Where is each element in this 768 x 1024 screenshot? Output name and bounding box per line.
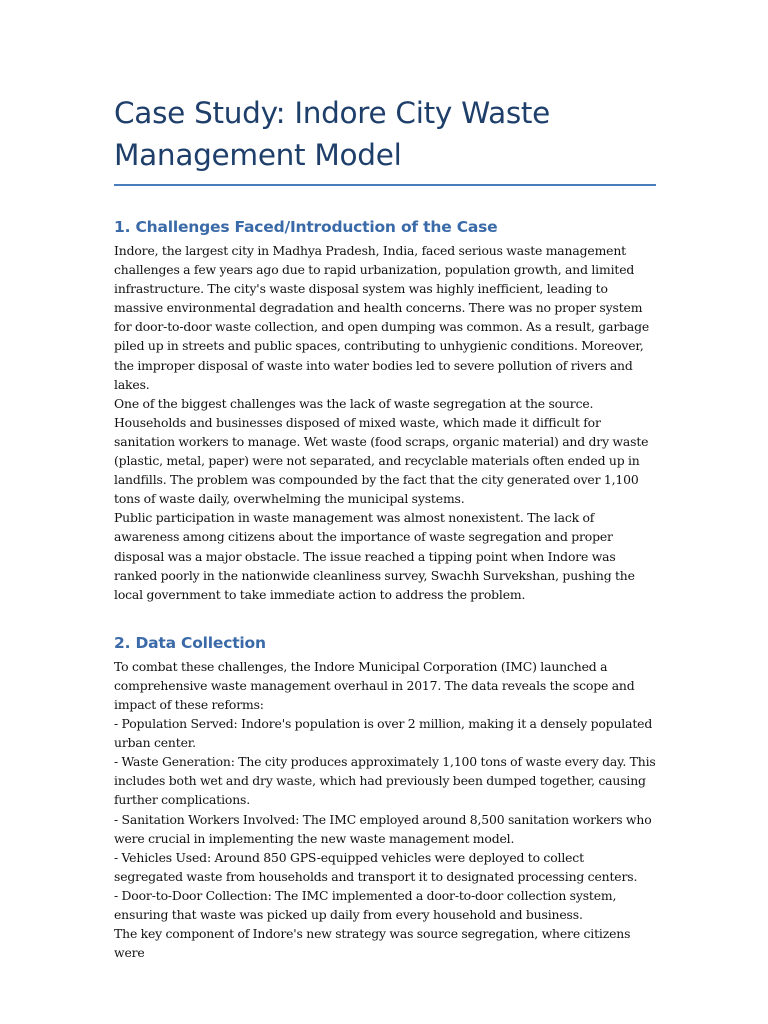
paragraph: Public participation in waste management was almost nonexistent. The lack of awareness among citizens about the importance of waste segregation and proper disposal was a major obstacle. The issue reached a tipping point when Indore was ranked poorly in the nationwide cleanliness survey, Swachh Survekshan, pushing the local government to take immediate action to address the problem. xyxy=(114,510,635,602)
list-item: - Vehicles Used: Around 850 GPS-equipped vehicles were deployed to collect segregated waste from households and transport it to designated processing centers. xyxy=(114,849,638,884)
section-heading-challenges: 1. Challenges Faced/Introduction of the Case xyxy=(114,218,498,236)
section-heading-data-collection: 2. Data Collection xyxy=(114,633,266,652)
list-item: - Waste Generation: The city produces approximately 1,100 tons of waste every day. This includes both wet and dry waste, which had previously been dumped together, causing further complications. xyxy=(114,754,656,808)
paragraph: Indore, the largest city in Madhya Pradesh, India, faced serious waste management challenges a few years ago due to rapid urbanization, population growth, and limited infrastructure. The city's waste disposal system was highly inefficient, leading to massive environmental degradation and health concerns. There was no proper system for door-to-door waste collection, and open dumping was common. As a result, garbage piled up in streets and public spaces, contributing to unhygienic conditions. Moreover, the improper disposal of waste into water bodies led to severe pollution of rivers and lakes. xyxy=(114,243,650,392)
section-body-challenges xyxy=(114,241,656,604)
paragraph: One of the biggest challenges was the lack of waste segregation at the source. Households and businesses disposed of mixed waste, which made it difficult for sanitation workers to manage. Wet waste (food scraps, organic material) and dry waste (plastic, metal, paper) were not separated, and recyclable materials often ended up in landfills. The problem was compounded by the fact that the city generated over 1,100 tons of waste daily, overwhelming the municipal systems. xyxy=(114,395,649,507)
paragraph: The key component of Indore's new strategy was source segregation, where citizens were xyxy=(114,926,631,961)
list-item: - Sanitation Workers Involved: The IMC employed around 8,500 sanitation workers who were crucial in implementing the new waste management model. xyxy=(114,811,652,846)
list-item: - Population Served: Indore's population is over 2 million, making it a densely populated urban center. xyxy=(114,716,653,751)
list-item: - Door-to-Door Collection: The IMC implemented a door-to-door collection system, ensuring that waste was picked up daily from every household and business. xyxy=(114,887,617,922)
document-title: Case Study: Indore City Waste Management Model xyxy=(114,96,551,172)
title-underline xyxy=(114,184,656,186)
paragraph: To combat these challenges, the Indore Municipal Corporation (IMC) launched a comprehensive waste management overhaul in 2017. The data reveals the scope and impact of these reforms: xyxy=(114,658,635,712)
section-body-data-collection xyxy=(114,657,656,963)
